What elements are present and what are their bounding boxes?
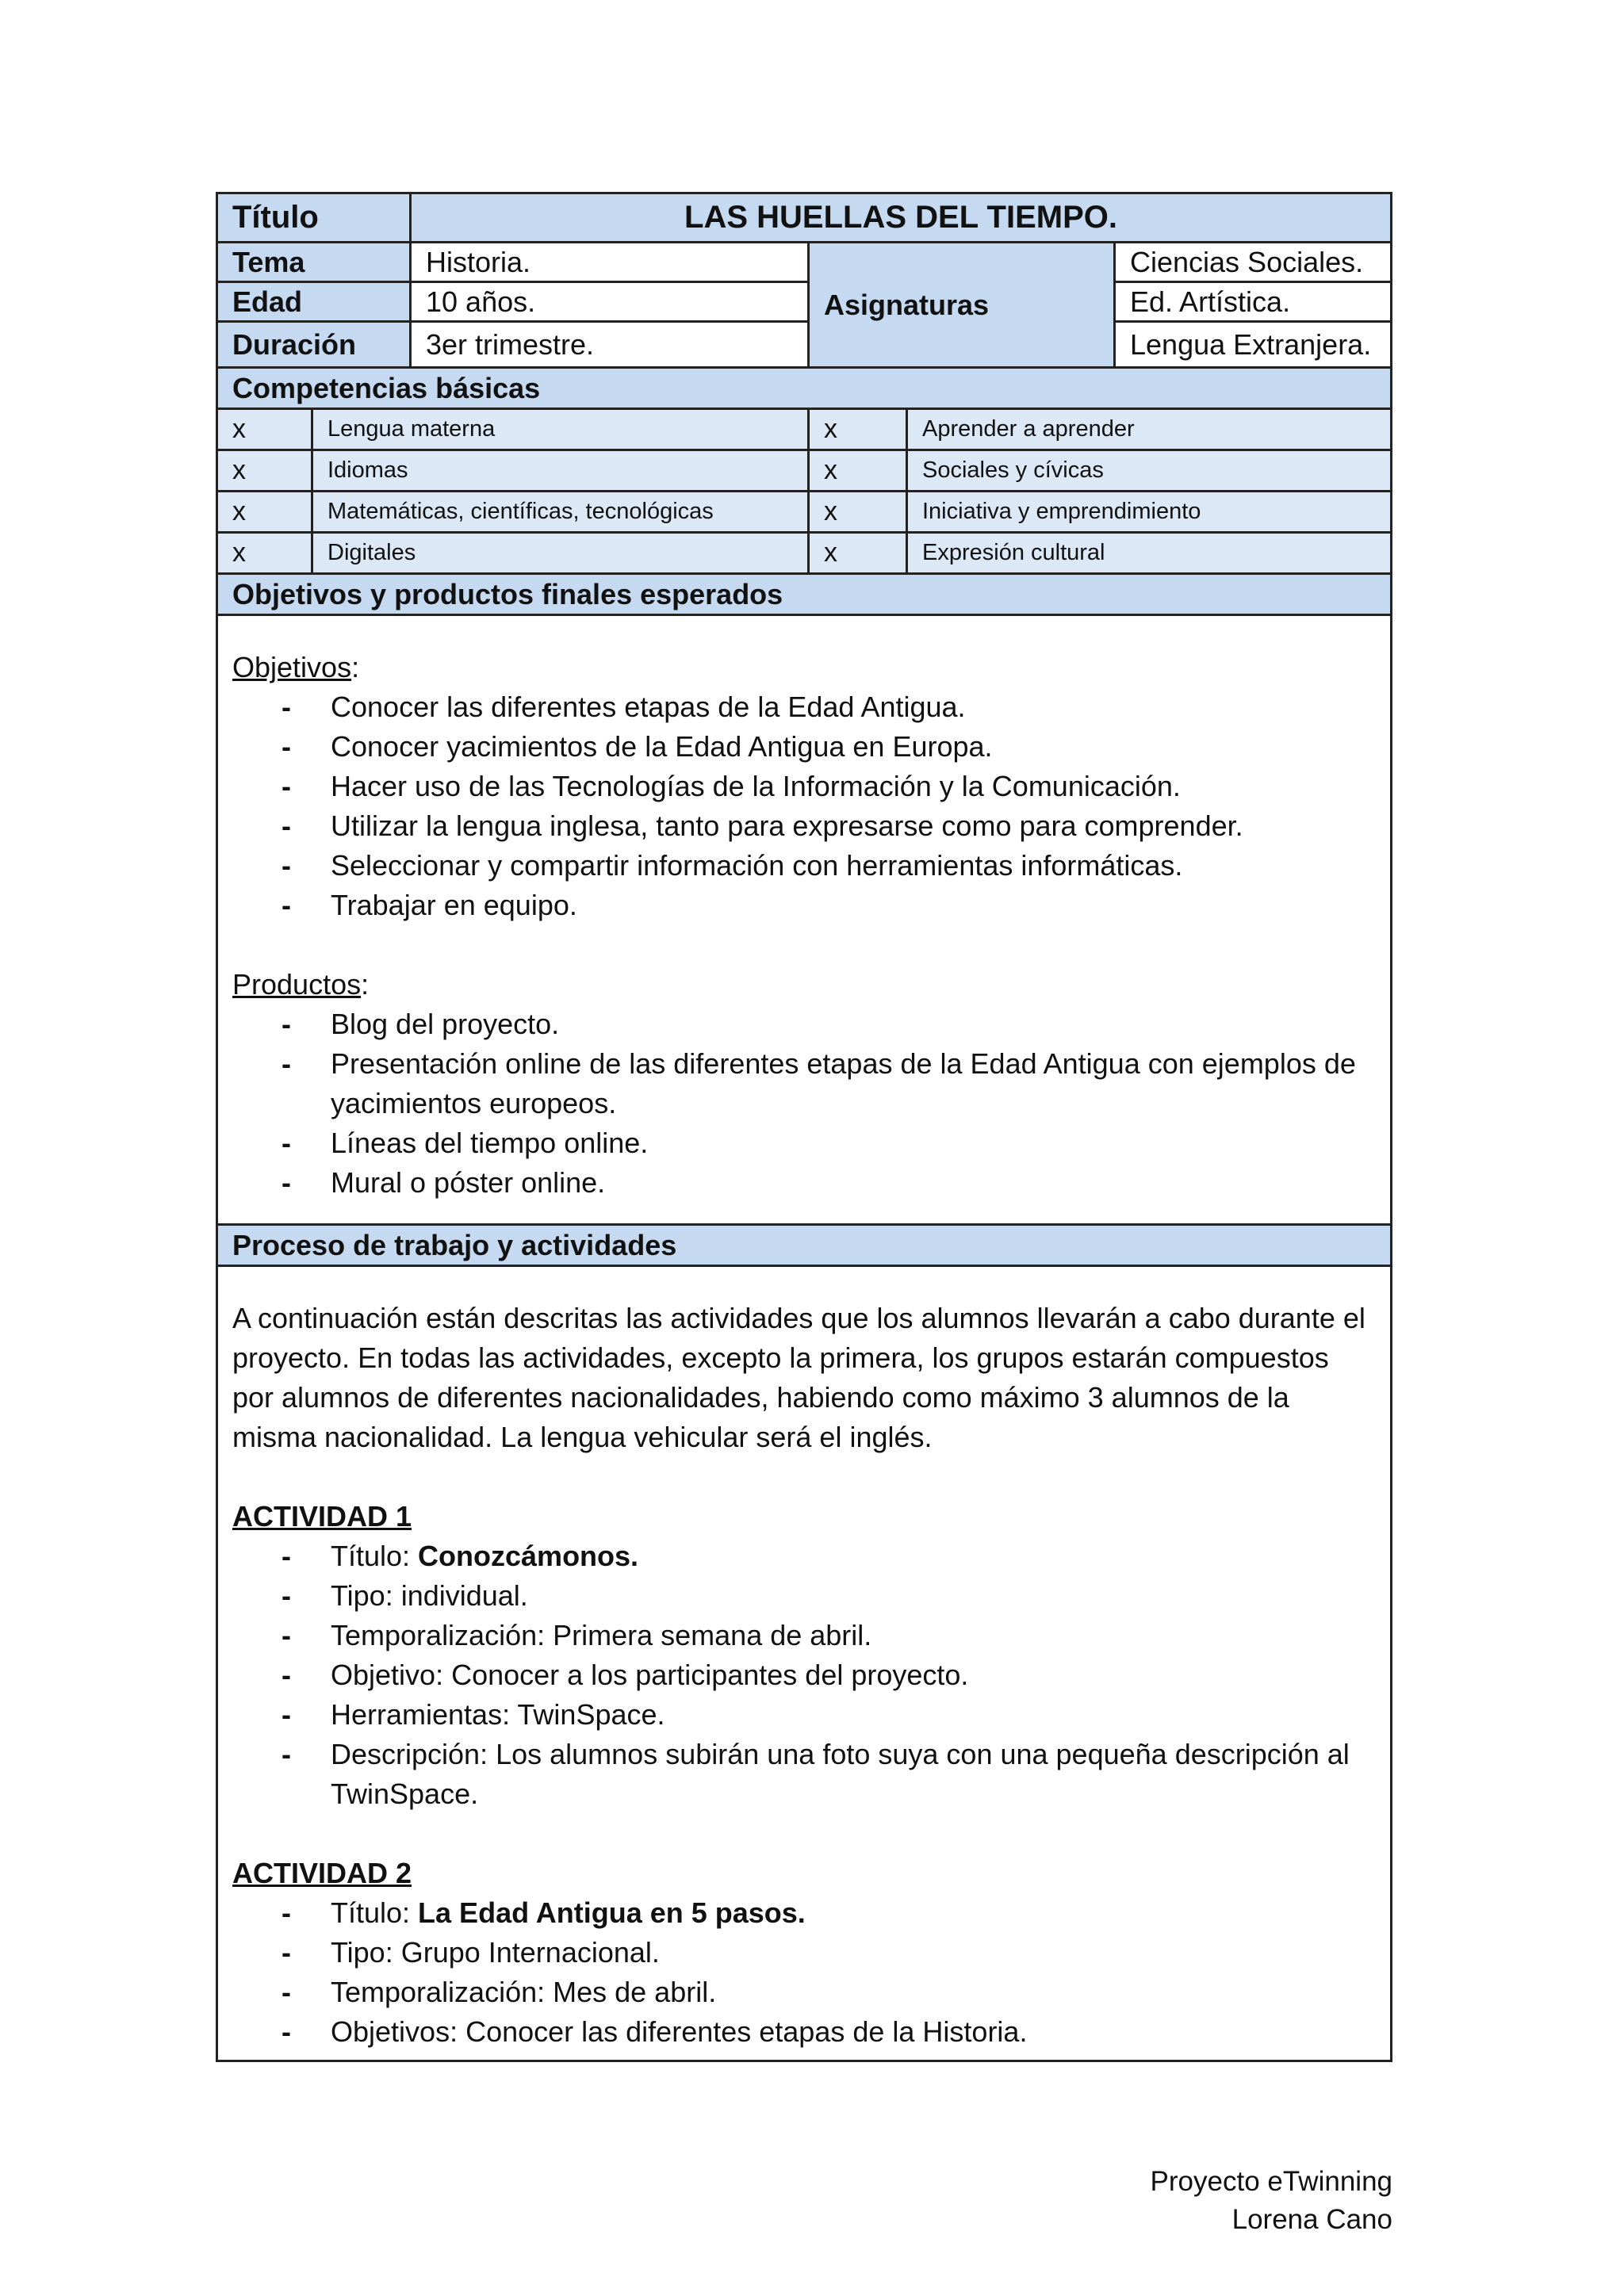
list-item: - Presentación online de las diferentes etapas de la Edad Antigua con ejemplos de yacimientos europeos.: [232, 1044, 1376, 1123]
proceso-intro: A continuación están descritas las actividades que los alumnos llevarán a cabo durante el proyecto. En todas las actividades, excepto la primera, los grupos estarán compuestos por alumnos de diferentes nacionalidades, habiendo como máximo 3 alumnos de la misma nacionalidad. La lengua vehicular será el inglés.: [232, 1302, 1365, 1453]
titulo-prefix: Título:: [331, 1540, 419, 1572]
competencia-row: [218, 492, 1390, 534]
tema-label: Tema: [218, 243, 412, 281]
info-block: [218, 243, 1390, 369]
competencia-row: [218, 451, 1390, 492]
list-item: - Tipo: individual.: [232, 1576, 1376, 1616]
competencias-title: Competencias básicas: [232, 371, 541, 404]
actividad-title: La Edad Antigua en 5 pasos.: [418, 1896, 806, 1929]
tema-value: Historia.: [412, 243, 807, 281]
page-footer: [1151, 2163, 1392, 2239]
productos-list: [232, 1004, 1376, 1203]
list-item: - Conocer yacimientos de la Edad Antigua en Europa.: [232, 727, 1376, 767]
list-item: - Líneas del tiempo online.: [232, 1123, 1376, 1163]
check-mark: x: [218, 451, 313, 490]
info-left: [218, 243, 810, 366]
actividad-1-list: [232, 1536, 1376, 1814]
asignaturas-list: [1116, 243, 1390, 366]
proceso-body: [218, 1267, 1390, 2060]
footer-author: Lorena Cano: [1231, 2204, 1392, 2235]
objetivos-subheading: Objetivos:: [232, 651, 360, 683]
actividad-2-heading: ACTIVIDAD 2: [232, 1857, 412, 1889]
competencia-label: Aprender a aprender: [922, 416, 1135, 442]
competencia-label: Idiomas: [313, 451, 810, 490]
competencia-row: [218, 410, 1390, 451]
check-mark: x: [810, 534, 908, 572]
asignaturas-label: Asignaturas: [810, 243, 1116, 366]
asignatura-item: Lengua Extranjera.: [1130, 327, 1372, 361]
productos-label: Productos: [232, 968, 362, 1001]
proceso-heading: [218, 1226, 1390, 1267]
list-item: - Temporalización: Primera semana de abril.: [232, 1616, 1376, 1655]
asignatura-item: Ciencias Sociales.: [1116, 243, 1390, 283]
list-item: - Tipo: Grupo Internacional.: [232, 1933, 1376, 1973]
titulo-prefix: Título:: [331, 1896, 419, 1929]
duracion-label: Duración: [218, 323, 412, 366]
check-mark: x: [810, 451, 908, 490]
list-item: - Herramientas: TwinSpace.: [232, 1695, 1376, 1735]
list-item: - Utilizar la lengua inglesa, tanto para expresarse como para comprender.: [232, 806, 1376, 846]
check-mark: x: [810, 492, 908, 531]
check-mark: x: [218, 410, 313, 449]
objetivos-section-title: Objetivos y productos finales esperados: [232, 577, 783, 610]
tema-row: [218, 243, 807, 283]
actividad-title: Conozcámonos.: [418, 1540, 639, 1572]
asignatura-item: Ed. Artística.: [1116, 283, 1390, 323]
list-item: [232, 1536, 1376, 1576]
list-item: - Trabajar en equipo.: [232, 886, 1376, 925]
competencia-label: Matemáticas, científicas, tecnológicas: [313, 492, 810, 531]
objetivos-label: Objetivos: [232, 651, 352, 683]
list-item: - Mural o póster online.: [232, 1163, 1376, 1203]
check-mark: x: [218, 534, 313, 572]
titulo-value: LAS HUELLAS DEL TIEMPO.: [412, 194, 1390, 241]
edad-row: [218, 283, 807, 323]
check-mark: x: [810, 410, 908, 449]
titulo-label: Título: [218, 194, 412, 241]
competencia-row: [218, 534, 1390, 575]
edad-value: 10 años.: [412, 283, 807, 320]
project-table: [216, 192, 1392, 2062]
objetivos-list: [232, 687, 1376, 925]
competencia-label: Sociales y cívicas: [922, 457, 1104, 483]
list-item: [232, 1893, 1376, 1933]
competencia-label: Iniciativa y emprendimiento: [922, 499, 1201, 524]
objetivos-heading: [218, 575, 1390, 616]
competencias-heading: [218, 369, 1390, 410]
list-item: - Temporalización: Mes de abril.: [232, 1973, 1376, 2012]
list-item: - Conocer las diferentes etapas de la Edad Antigua.: [232, 687, 1376, 727]
duracion-value: 3er trimestre.: [412, 323, 807, 366]
competencia-label: Digitales: [313, 534, 810, 572]
list-item: - Objetivo: Conocer a los participantes del proyecto.: [232, 1655, 1376, 1695]
list-item: - Hacer uso de las Tecnologías de la Información y la Comunicación.: [232, 767, 1376, 806]
list-item: - Seleccionar y compartir información con herramientas informáticas.: [232, 846, 1376, 886]
list-item: - Objetivos: Conocer las diferentes etapas de la Historia.: [232, 2012, 1376, 2052]
objetivos-body: [218, 616, 1390, 1226]
edad-label: Edad: [218, 283, 412, 320]
title-row: [218, 194, 1390, 243]
check-mark: x: [218, 492, 313, 531]
competencia-label: Expresión cultural: [922, 540, 1105, 565]
list-item: - Descripción: Los alumnos subirán una foto suya con una pequeña descripción al TwinSpace.: [232, 1735, 1376, 1814]
productos-subheading: Productos:: [232, 968, 370, 1001]
list-item: - Blog del proyecto.: [232, 1004, 1376, 1044]
proceso-section-title: Proceso de trabajo y actividades: [232, 1228, 677, 1261]
duracion-row: [218, 323, 807, 366]
competencia-label: Lengua materna: [313, 410, 810, 449]
footer-project: Proyecto eTwinning: [1150, 2166, 1392, 2197]
actividad-2-list: [232, 1893, 1376, 2052]
actividad-1-heading: ACTIVIDAD 1: [232, 1500, 412, 1533]
